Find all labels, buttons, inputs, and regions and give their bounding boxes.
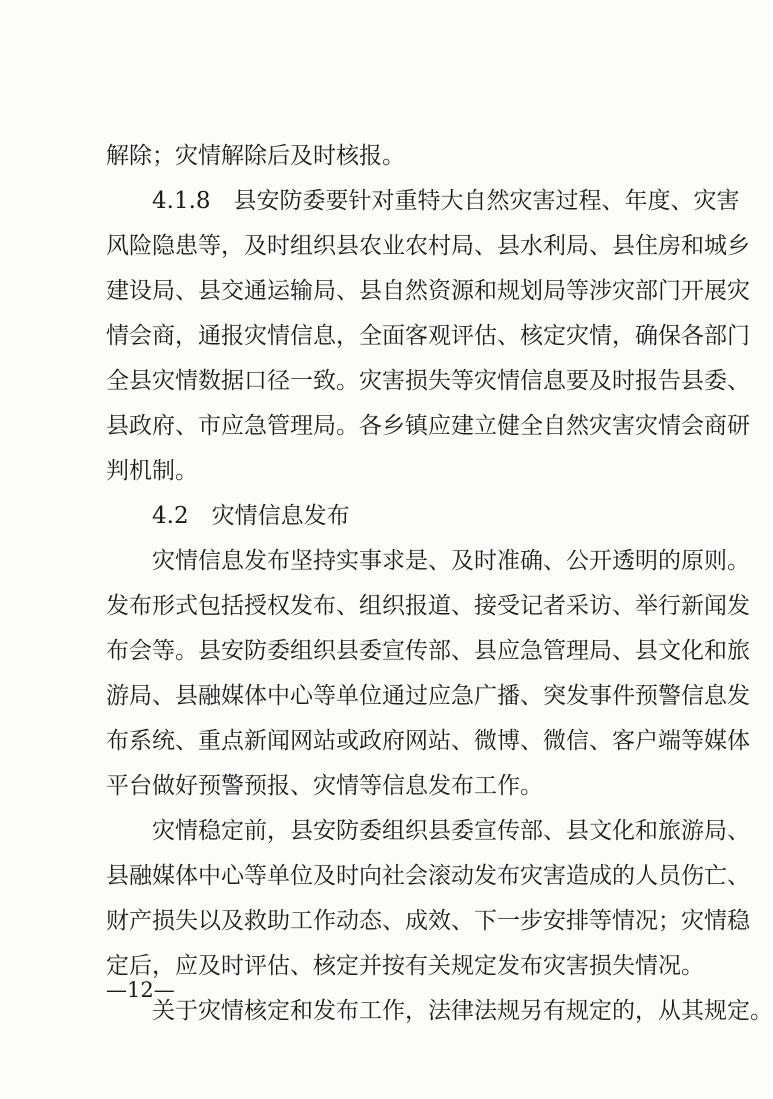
text-line: 解除；灾情解除后及时核报。 [106,143,405,169]
text-line: 游局、县融媒体中心等单位通过应急广播、突发事件预警信息发 [106,683,750,709]
body-text [106,134,773,1034]
text-line: 财产损失以及救助工作动态、成效、下一步安排等情况；灾情稳 [106,908,750,934]
section-4-1-8-line: 4.1.8 县安防委要针对重特大自然灾害过程、年度、灾害 [152,188,740,214]
text-line: 风险隐患等，及时组织县农业农村局、县水利局、县住房和城乡 [106,233,750,259]
text-line: 县政府、市应急管理局。各乡镇应建立健全自然灾害灾情会商研 [106,413,750,439]
text-line: 全县灾情数据口径一致。灾害损失等灾情信息要及时报告县委、 [106,368,750,394]
section-heading-4-2: 4.2 灾情信息发布 [152,503,350,529]
text-line: 灾情信息发布坚持实事求是、及时准确、公开透明的原则。 [152,548,750,574]
text-line: 平台做好预警预报、灾情等信息发布工作。 [106,773,543,799]
text-line: 布系统、重点新闻网站或政府网站、微博、微信、客户端等媒体 [106,728,750,754]
text-line: 关于灾情核定和发布工作，法律法规另有规定的，从其规定。 [152,998,773,1024]
text-line: 灾情稳定前，县安防委组织县委宣传部、县文化和旅游局、 [152,818,750,844]
page-number: —12— [106,978,175,1002]
text-line: 建设局、县交通运输局、县自然资源和规划局等涉灾部门开展灾 [106,278,750,304]
text-line: 发布形式包括授权发布、组织报道、接受记者采访、举行新闻发 [106,593,750,619]
text-line: 情会商，通报灾情信息，全面客观评估、核定灾情，确保各部门 [106,323,750,349]
text-line: 布会等。县安防委组织县委宣传部、县应急管理局、县文化和旅 [106,638,750,664]
text-line: 判机制。 [106,458,198,484]
text-line: 定后，应及时评估、核定并按有关规定发布灾害损失情况。 [106,953,704,979]
text-line: 县融媒体中心等单位及时向社会滚动发布灾害造成的人员伤亡、 [106,863,750,889]
